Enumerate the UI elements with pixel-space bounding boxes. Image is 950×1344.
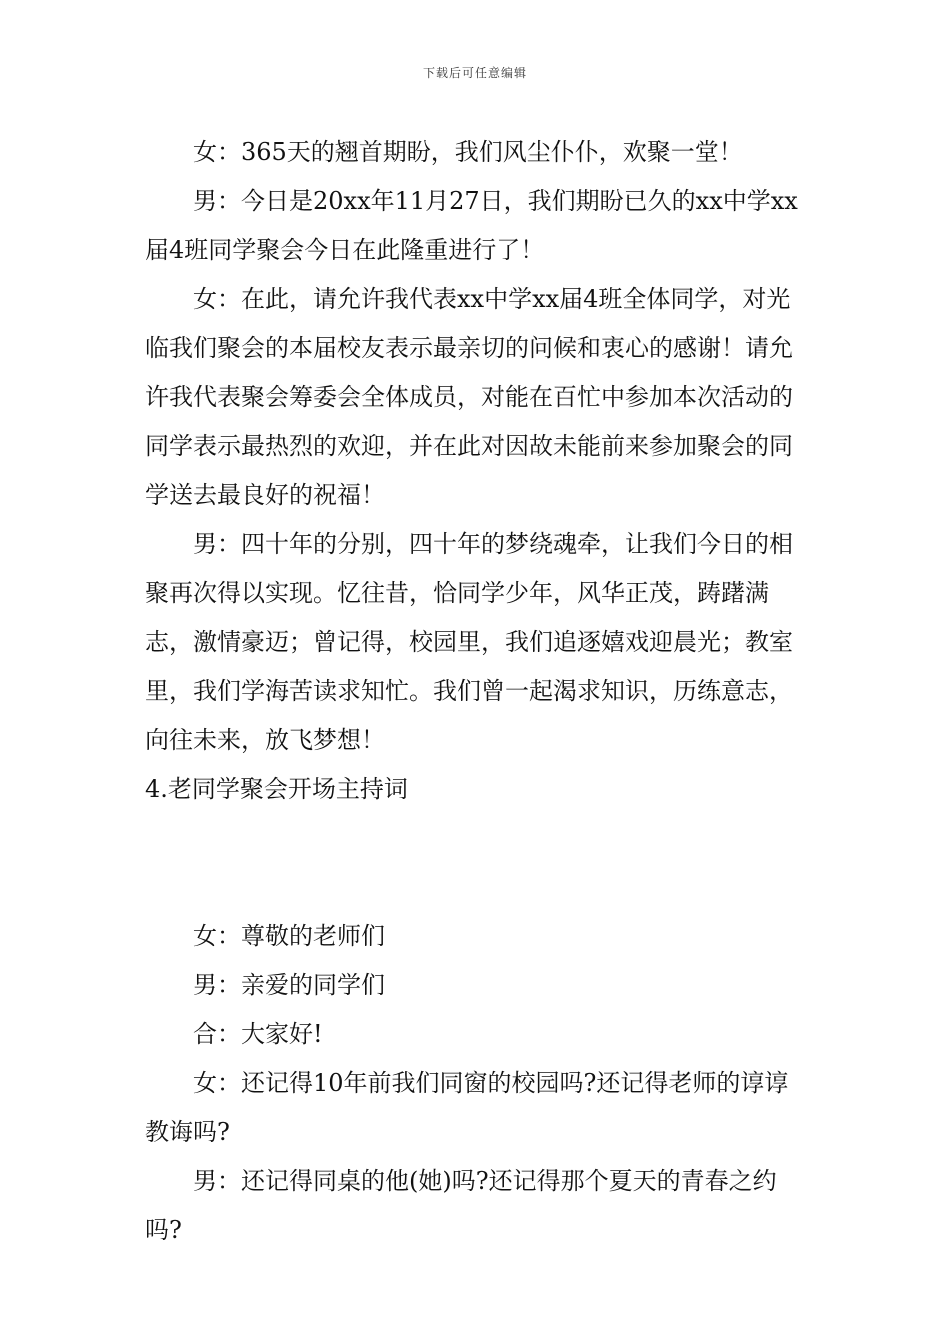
paragraph: 女：还记得10年前我们同窗的校园吗?还记得老师的谆谆教诲吗? <box>145 1069 789 1146</box>
paragraph: 男：今日是20xx年11月27日，我们期盼已久的xx中学xx届4班同学聚会今日在此隆重进行了！ <box>145 187 798 264</box>
paragraph: 男：还记得同桌的他(她)吗?还记得那个夏天的青春之约吗? <box>145 1167 777 1244</box>
paragraph: 女：在此，请允许我代表xx中学xx届4班全体同学，对光临我们聚会的本届校友表示最亲切的问候和衷心的感谢！请允许我代表聚会筹委会全体成员，对能在百忙中参加本次活动的同学表示最热烈的欢迎，并在此对因故未能前来参加聚会的同学送去最良好的祝福！ <box>145 285 793 509</box>
paragraph: 女：尊敬的老师们 <box>193 922 385 950</box>
paragraph: 女：365天的翘首期盼，我们风尘仆仆，欢聚一堂！ <box>193 138 743 166</box>
paragraph: 男：亲爱的同学们 <box>193 971 385 999</box>
page-header-note: 下载后可任意编辑 <box>422 66 527 80</box>
paragraph: 男：四十年的分别，四十年的梦绕魂牵，让我们今日的相聚再次得以实现。忆往昔，恰同学少年，风华正茂，踌躇满志，激情豪迈；曾记得，校园里，我们追逐嬉戏迎晨光；教室里，我们学海苦读求知忙。我们曾一起渴求知识，历练意志，向往未来，放飞梦想！ <box>145 530 793 754</box>
document-body <box>145 128 810 1255</box>
section-heading: 4.老同学聚会开场主持词 <box>145 775 408 803</box>
paragraph: 合：大家好! <box>193 1020 323 1048</box>
blank-space <box>145 814 810 912</box>
